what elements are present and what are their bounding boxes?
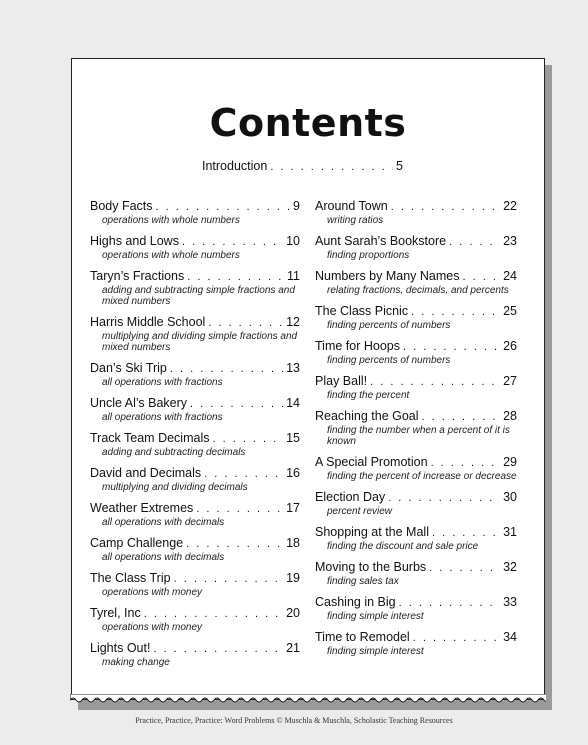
toc-entry[interactable] (315, 269, 517, 296)
leader-dots (190, 397, 283, 412)
toc-entry-row (315, 304, 517, 320)
entry-description: finding percents of numbers (327, 320, 451, 331)
toc-entry[interactable] (90, 199, 300, 226)
toc-entry[interactable] (90, 431, 300, 458)
toc-entry[interactable] (315, 234, 517, 261)
entry-description: writing ratios (327, 215, 384, 226)
entry-description: operations with whole numbers (102, 215, 240, 226)
entry-page: 34 (503, 630, 517, 644)
entry-description: all operations with decimals (102, 517, 225, 528)
right-column (315, 199, 517, 657)
entry-description: finding the number when a percent of it is known (327, 425, 510, 447)
entry-title: Uncle Al’s Bakery (90, 396, 188, 410)
entry-page: 9 (293, 199, 300, 213)
entry-page: 28 (503, 409, 517, 423)
toc-entry-row (315, 560, 517, 576)
entry-title: Reaching the Goal (315, 409, 419, 423)
entry-description: finding the percent (327, 390, 410, 401)
entry-title: Shopping at the Mall (315, 525, 429, 539)
toc-entry[interactable] (90, 396, 300, 423)
toc-entry[interactable] (90, 466, 300, 493)
left-column (90, 199, 300, 668)
leader-dots (196, 502, 283, 517)
leader-dots (431, 456, 501, 471)
toc-entry-row (315, 630, 517, 646)
entry-title: A Special Promotion (315, 455, 428, 469)
leader-dots (449, 235, 500, 250)
toc-entry-row (90, 606, 300, 622)
entry-page: 30 (503, 490, 517, 504)
leader-dots (403, 340, 500, 355)
entry-title: Weather Extremes (90, 501, 194, 515)
toc-entry-row (315, 455, 517, 471)
entry-title: The Class Trip (90, 571, 171, 585)
entry-title: Body Facts (90, 199, 153, 213)
entry-page: 16 (286, 466, 300, 480)
toc-entry-row (315, 234, 517, 250)
entry-title: Election Day (315, 490, 386, 504)
toc-entry-row (90, 234, 300, 250)
entry-description: all operations with fractions (102, 412, 223, 423)
toc-entry[interactable] (90, 361, 300, 388)
entry-title: Moving to the Burbs (315, 560, 427, 574)
entry-page: 27 (503, 374, 517, 388)
entry-description: operations with money (102, 622, 203, 633)
entry-title: Camp Challenge (90, 536, 184, 550)
entry-description: multiplying and dividing decimals (102, 482, 248, 493)
entry-description: finding simple interest (327, 646, 424, 657)
footer-credit: Practice, Practice, Practice: Word Problems © Muschla & Muschla, Scholastic Teaching Resources (135, 716, 453, 725)
entry-title: Cashing in Big (315, 595, 396, 609)
entry-page: 31 (503, 525, 517, 539)
leader-dots (170, 362, 283, 377)
toc-entry-row (90, 361, 300, 377)
entry-title: Introduction (202, 159, 268, 173)
toc-entry[interactable] (90, 571, 300, 598)
entry-description: adding and subtracting decimals (102, 447, 246, 458)
entry-description: operations with whole numbers (102, 250, 240, 261)
toc-entry[interactable] (90, 315, 300, 353)
entry-page: 24 (503, 269, 517, 283)
toc-entry-row (90, 571, 300, 587)
leader-dots (270, 160, 393, 175)
toc-entry-row (315, 269, 517, 285)
toc-entry[interactable] (90, 641, 300, 668)
entry-title: Time to Remodel (315, 630, 410, 644)
entry-page: 17 (286, 501, 300, 515)
entry-page: 29 (503, 455, 517, 469)
entry-title: Lights Out! (90, 641, 151, 655)
entry-page: 10 (286, 234, 300, 248)
entry-page: 13 (286, 361, 300, 375)
entry-page: 20 (286, 606, 300, 620)
entry-page: 14 (286, 396, 300, 410)
leader-dots (391, 200, 500, 215)
toc-entry[interactable] (90, 269, 300, 307)
entry-page: 21 (286, 641, 300, 655)
leader-dots (212, 432, 283, 447)
entry-title: Harris Middle School (90, 315, 206, 329)
toc-entry-row (90, 315, 300, 331)
toc-entry[interactable] (315, 595, 517, 622)
entry-title: David and Decimals (90, 466, 202, 480)
entry-page: 5 (396, 159, 403, 173)
intro-entry[interactable] (202, 159, 403, 175)
toc-entry-row (90, 536, 300, 552)
leader-dots (156, 200, 291, 215)
entry-title: Numbers by Many Names (315, 269, 460, 283)
leader-dots (208, 316, 283, 331)
toc-entry-row (90, 501, 300, 517)
toc-entry[interactable] (315, 409, 517, 447)
entry-title: Dan’s Ski Trip (90, 361, 167, 375)
entry-description: finding percents of numbers (327, 355, 451, 366)
leader-dots (463, 270, 501, 285)
entry-description: relating fractions, decimals, and percents (327, 285, 509, 296)
entry-title: Highs and Lows (90, 234, 179, 248)
leader-dots (388, 491, 500, 506)
toc-entry[interactable] (315, 339, 517, 366)
toc-entry[interactable] (90, 501, 300, 528)
leader-dots (422, 410, 501, 425)
entry-page: 23 (503, 234, 517, 248)
entry-title: Around Town (315, 199, 388, 213)
entry-description: all operations with decimals (102, 552, 225, 563)
entry-title: Tyrel, Inc (90, 606, 141, 620)
leader-dots (204, 467, 283, 482)
toc-entry-row (315, 374, 517, 390)
entry-description: making change (102, 657, 170, 668)
entry-title: The Class Picnic (315, 304, 409, 318)
toc-entry-row (315, 339, 517, 355)
toc-entry[interactable] (90, 536, 300, 563)
entry-page: 19 (286, 571, 300, 585)
entry-title: Taryn’s Fractions (90, 269, 185, 283)
contents-page (71, 58, 545, 700)
leader-dots (429, 561, 500, 576)
toc-entry-row (315, 525, 517, 541)
entry-page: 18 (286, 536, 300, 550)
entry-description: finding the percent of increase or decrease (327, 471, 517, 482)
entry-page: 26 (503, 339, 517, 353)
torn-edge (70, 694, 546, 708)
leader-dots (153, 642, 283, 657)
leader-dots (432, 526, 500, 541)
toc-entry-row (315, 595, 517, 611)
entry-page: 32 (503, 560, 517, 574)
leader-dots (370, 375, 500, 390)
toc-entry[interactable] (315, 630, 517, 657)
entry-description: operations with money (102, 587, 203, 598)
toc-entry-row (90, 199, 300, 215)
toc-entry-row (90, 431, 300, 447)
toc-entry-row (315, 199, 517, 215)
entry-description: finding the discount and sale price (327, 541, 479, 552)
toc-entry[interactable] (90, 234, 300, 261)
entry-description: percent review (327, 506, 393, 517)
toc-entry[interactable] (315, 455, 517, 482)
toc-entry[interactable] (315, 199, 517, 226)
leader-dots (186, 537, 283, 552)
entry-page: 11 (287, 269, 300, 283)
page-title: Contents (209, 101, 407, 145)
entry-description: finding sales tax (327, 576, 399, 587)
toc-entry[interactable] (315, 304, 517, 331)
leader-dots (413, 631, 500, 646)
entry-description: adding and subtracting simple fractions and mixed numbers (102, 285, 295, 307)
toc-entry[interactable] (315, 560, 517, 587)
toc-entry-row (90, 269, 300, 285)
toc-entry-row (315, 490, 517, 506)
entry-page: 25 (503, 304, 517, 318)
entry-page: 33 (503, 595, 517, 609)
toc-entry-row (90, 396, 300, 412)
toc-entry-row (315, 409, 517, 425)
toc-entry-row (90, 466, 300, 482)
entry-description: all operations with fractions (102, 377, 223, 388)
entry-page: 15 (286, 431, 300, 445)
toc-entry[interactable] (315, 374, 517, 401)
entry-description: multiplying and dividing simple fractions and mixed numbers (102, 331, 298, 353)
leader-dots (174, 572, 284, 587)
leader-dots (399, 596, 500, 611)
entry-description: finding simple interest (327, 611, 424, 622)
leader-dots (411, 305, 500, 320)
entry-title: Time for Hoops (315, 339, 400, 353)
toc-entry[interactable] (90, 606, 300, 633)
entry-title: Aunt Sarah’s Bookstore (315, 234, 447, 248)
leader-dots (144, 607, 283, 622)
leader-dots (182, 235, 283, 250)
entry-page: 22 (503, 199, 517, 213)
entry-title: Play Ball! (315, 374, 368, 388)
toc-entry-row (90, 641, 300, 657)
toc-entry[interactable] (315, 490, 517, 517)
toc-entry[interactable] (315, 525, 517, 552)
entry-title: Track Team Decimals (90, 431, 210, 445)
leader-dots (187, 270, 284, 285)
entry-description: finding proportions (327, 250, 410, 261)
entry-page: 12 (286, 315, 300, 329)
